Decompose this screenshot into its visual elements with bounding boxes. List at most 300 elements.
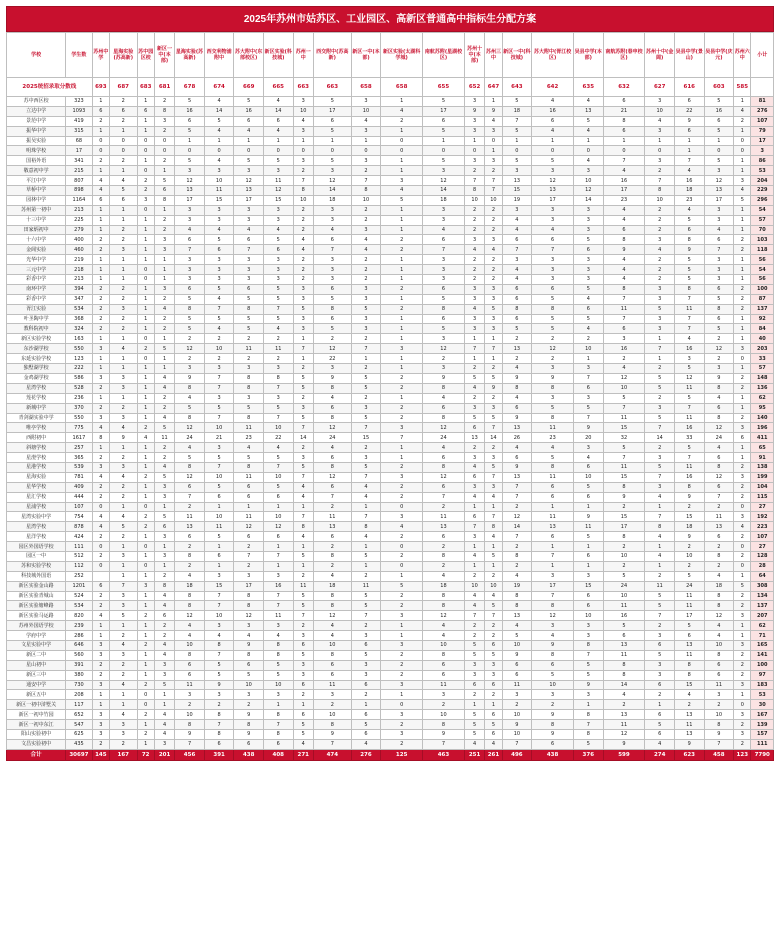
quota-cell: 3 <box>485 670 502 680</box>
quota-cell: 12 <box>423 423 465 433</box>
quota-cell: 3 <box>734 611 751 621</box>
quota-cell: 6 <box>351 640 381 650</box>
quota-cell: 7 <box>485 176 502 186</box>
quota-cell: 5 <box>674 265 704 275</box>
quota-cell: 7 <box>351 611 381 621</box>
quota-cell: 7 <box>603 453 645 463</box>
quota-cell: 5 <box>175 453 205 463</box>
student-count-cell: 586 <box>66 373 93 383</box>
quota-cell: 0 <box>204 146 234 156</box>
quota-cell: 0 <box>381 136 423 146</box>
quota-cell: 4 <box>502 364 532 374</box>
quota-cell: 2 <box>485 364 502 374</box>
quota-cell: 1 <box>734 453 751 463</box>
quota-cell: 1 <box>645 136 675 146</box>
quota-cell: 2 <box>293 215 313 225</box>
quota-cell: 7 <box>502 492 532 502</box>
quota-cell: 1 <box>137 156 154 166</box>
quota-cell: 4 <box>734 106 751 116</box>
quota-cell: 2 <box>734 551 751 561</box>
quota-cell: 4 <box>313 443 351 453</box>
quota-cell: 2 <box>154 631 174 641</box>
quota-cell: 2 <box>154 156 174 166</box>
quota-cell: 5 <box>351 650 381 660</box>
quota-cell: 12 <box>674 373 704 383</box>
quota-cell: 3 <box>734 730 751 740</box>
student-count-cell: 68 <box>66 136 93 146</box>
table-row <box>7 146 774 156</box>
quota-cell: 5 <box>532 324 574 334</box>
quota-cell: 2 <box>110 235 138 245</box>
cutoff-score-cell: 693 <box>92 78 109 97</box>
quota-cell: 1 <box>137 482 154 492</box>
quota-cell: 3 <box>645 284 675 294</box>
quota-cell: 6 <box>603 324 645 334</box>
student-count-cell: 213 <box>66 205 93 215</box>
quota-cell: 1 <box>110 275 138 285</box>
quota-cell: 6 <box>603 225 645 235</box>
quota-cell: 5 <box>674 621 704 631</box>
quota-cell: 2 <box>110 631 138 641</box>
quota-cell: 4 <box>485 116 502 126</box>
quota-cell: 5 <box>204 453 234 463</box>
student-count-cell: 365 <box>66 453 93 463</box>
school-name-cell: 振华中学 <box>7 126 66 136</box>
quota-cell: 1 <box>137 383 154 393</box>
quota-cell: 3 <box>154 116 174 126</box>
quota-cell: 0 <box>92 561 109 571</box>
quota-cell: 4 <box>175 621 205 631</box>
quota-cell: 11 <box>532 512 574 522</box>
quota-cell: 3 <box>110 383 138 393</box>
quota-cell: 3 <box>175 275 205 285</box>
quota-cell: 4 <box>293 116 313 126</box>
quota-cell: 3 <box>574 690 604 700</box>
quota-cell: 6 <box>485 640 502 650</box>
quota-cell: 15 <box>674 680 704 690</box>
high-school-col-header: 南航苏附(春申校区) <box>603 33 645 78</box>
quota-cell: 2 <box>603 561 645 571</box>
quota-cell: 1 <box>485 700 502 710</box>
table-row <box>7 393 774 403</box>
quota-cell: 4 <box>674 166 704 176</box>
table-row <box>7 660 774 670</box>
quota-cell: 1 <box>137 373 154 383</box>
quota-cell: 10 <box>502 640 532 650</box>
quota-cell: 4 <box>234 443 264 453</box>
quota-cell: 8 <box>423 720 465 730</box>
quota-cell: 3 <box>485 294 502 304</box>
quota-cell: 0 <box>110 146 138 156</box>
quota-cell: 3 <box>381 512 423 522</box>
quota-cell: 16 <box>175 106 205 116</box>
quota-cell: 4 <box>204 156 234 166</box>
quota-cell: 1 <box>110 700 138 710</box>
quota-cell: 6 <box>464 512 484 522</box>
quota-cell: 5 <box>574 314 604 324</box>
totals-quota-cell: 145 <box>92 749 109 760</box>
quota-cell: 2 <box>464 631 484 641</box>
quota-cell: 1 <box>137 245 154 255</box>
quota-cell: 3 <box>574 225 604 235</box>
quota-cell: 14 <box>645 433 675 443</box>
row-total-cell: 92 <box>751 314 774 324</box>
quota-cell: 11 <box>674 462 704 472</box>
student-count-cell: 646 <box>66 640 93 650</box>
student-count-cell: 17 <box>66 146 93 156</box>
school-name-cell: 叶圣陶中学 <box>7 314 66 324</box>
school-name-cell: 新区一初中东江 <box>7 720 66 730</box>
quota-cell: 5 <box>574 670 604 680</box>
row-total-cell: 54 <box>751 205 774 215</box>
quota-cell: 1 <box>204 502 234 512</box>
quota-cell: 0 <box>485 136 502 146</box>
quota-cell: 2 <box>502 334 532 344</box>
quota-cell: 2 <box>351 275 381 285</box>
school-name-cell: 立达中学 <box>7 106 66 116</box>
quota-cell: 5 <box>502 126 532 136</box>
quota-cell: 15 <box>263 195 293 205</box>
quota-cell: 1 <box>381 215 423 225</box>
quota-cell: 10 <box>674 551 704 561</box>
quota-cell: 4 <box>313 571 351 581</box>
student-count-cell: 252 <box>66 571 93 581</box>
quota-cell: 2 <box>154 97 174 107</box>
table-row <box>7 551 774 561</box>
quota-cell: 22 <box>313 354 351 364</box>
quota-cell: 2 <box>704 561 734 571</box>
school-name-cell: 光华中学 <box>7 255 66 265</box>
quota-cell: 15 <box>502 186 532 196</box>
quota-cell: 1 <box>92 97 109 107</box>
quota-cell: 4 <box>351 739 381 749</box>
student-count-cell: 123 <box>66 354 93 364</box>
quota-cell: 2 <box>92 492 109 502</box>
row-total-cell: 65 <box>751 443 774 453</box>
quota-cell: 2 <box>464 205 484 215</box>
quota-cell: 1 <box>734 571 751 581</box>
cutoff-score-cell: 643 <box>502 78 532 97</box>
quota-cell: 4 <box>293 482 313 492</box>
quota-cell: 7 <box>351 176 381 186</box>
quota-cell: 6 <box>175 284 205 294</box>
student-count-cell: 409 <box>66 482 93 492</box>
quota-cell: 14 <box>313 186 351 196</box>
quota-cell: 2 <box>381 591 423 601</box>
quota-cell: 2 <box>532 354 574 364</box>
quota-cell: 3 <box>154 492 174 502</box>
student-count-cell: 781 <box>66 472 93 482</box>
quota-cell: 7 <box>574 373 604 383</box>
row-total-cell: 103 <box>751 235 774 245</box>
quota-cell: 6 <box>704 116 734 126</box>
quota-cell: 2 <box>502 561 532 571</box>
quota-cell: 7 <box>485 472 502 482</box>
quota-cell: 3 <box>92 413 109 423</box>
quota-cell: 13 <box>603 640 645 650</box>
quota-cell: 4 <box>293 532 313 542</box>
quota-cell: 5 <box>263 670 293 680</box>
quota-cell: 1 <box>92 700 109 710</box>
quota-cell: 3 <box>204 265 234 275</box>
quota-cell: 2 <box>645 393 675 403</box>
quota-cell: 3 <box>574 215 604 225</box>
quota-cell: 2 <box>351 393 381 403</box>
quota-cell: 5 <box>485 413 502 423</box>
quota-cell: 2 <box>204 354 234 364</box>
quota-cell: 5 <box>574 403 604 413</box>
quota-cell: 13 <box>674 730 704 740</box>
quota-cell: 7 <box>381 433 423 443</box>
row-total-cell: 157 <box>751 730 774 740</box>
quota-cell: 3 <box>263 364 293 374</box>
quota-cell: 2 <box>485 225 502 235</box>
quota-cell: 0 <box>381 561 423 571</box>
quota-cell: 4 <box>154 710 174 720</box>
quota-cell: 5 <box>154 472 174 482</box>
totals-quota-cell: 438 <box>234 749 264 760</box>
quota-cell: 1 <box>351 542 381 552</box>
quota-cell: 8 <box>423 601 465 611</box>
quota-cell: 3 <box>263 166 293 176</box>
quota-cell: 2 <box>603 502 645 512</box>
quota-cell: 2 <box>423 542 465 552</box>
quota-cell: 16 <box>603 611 645 621</box>
quota-cell: 1 <box>137 255 154 265</box>
high-school-col-header: 吴县中学(本部) <box>574 33 604 78</box>
quota-cell: 6 <box>574 383 604 393</box>
quota-cell: 6 <box>92 195 109 205</box>
quota-cell: 3 <box>574 393 604 403</box>
student-count-cell: 534 <box>66 304 93 314</box>
quota-cell: 2 <box>137 472 154 482</box>
quota-cell: 2 <box>674 502 704 512</box>
quota-cell: 6 <box>154 522 174 532</box>
quota-cell: 2 <box>381 403 423 413</box>
quota-cell: 9 <box>502 413 532 423</box>
table-row <box>7 215 774 225</box>
quota-cell: 1 <box>154 700 174 710</box>
quota-cell: 12 <box>313 611 351 621</box>
table-row <box>7 364 774 374</box>
quota-cell: 3 <box>423 205 465 215</box>
quota-cell: 11 <box>502 680 532 690</box>
quota-cell: 8 <box>263 640 293 650</box>
quota-cell: 2 <box>734 492 751 502</box>
quota-cell: 7 <box>263 304 293 314</box>
quota-cell: 12 <box>603 373 645 383</box>
quota-cell: 2 <box>423 561 465 571</box>
quota-cell: 2 <box>154 314 174 324</box>
quota-cell: 3 <box>574 571 604 581</box>
quota-cell: 3 <box>263 690 293 700</box>
quota-cell: 15 <box>603 512 645 522</box>
quota-cell: 6 <box>263 492 293 502</box>
quota-cell: 11 <box>674 304 704 314</box>
quota-cell: 4 <box>464 492 484 502</box>
quota-cell: 3 <box>204 275 234 285</box>
quota-cell: 2 <box>485 215 502 225</box>
quota-cell: 5 <box>603 571 645 581</box>
quota-cell: 3 <box>485 453 502 463</box>
quota-cell: 1 <box>137 403 154 413</box>
quota-cell: 5 <box>485 462 502 472</box>
quota-cell: 2 <box>92 324 109 334</box>
quota-cell: 0 <box>351 146 381 156</box>
quota-cell: 5 <box>423 156 465 166</box>
quota-cell: 6 <box>110 106 138 116</box>
quota-cell: 7 <box>603 403 645 413</box>
student-count-cell: 460 <box>66 245 93 255</box>
quota-cell: 2 <box>423 502 465 512</box>
quota-cell: 8 <box>313 601 351 611</box>
quota-cell: 1 <box>293 354 313 364</box>
quota-cell: 6 <box>574 492 604 502</box>
quota-cell: 3 <box>204 364 234 374</box>
quota-cell: 17 <box>423 106 465 116</box>
quota-cell: 7 <box>293 176 313 186</box>
student-count-cell: 315 <box>66 126 93 136</box>
quota-cell: 5 <box>464 413 484 423</box>
quota-cell: 1 <box>263 136 293 146</box>
quota-cell: 3 <box>263 393 293 403</box>
quota-cell: 2 <box>645 621 675 631</box>
quota-cell: 5 <box>293 730 313 740</box>
row-total-cell: 137 <box>751 304 774 314</box>
quota-cell: 13 <box>674 710 704 720</box>
quota-cell: 0 <box>137 275 154 285</box>
table-row <box>7 730 774 740</box>
quota-cell: 1 <box>734 255 751 265</box>
quota-cell: 1 <box>154 255 174 265</box>
cutoff-blank-cell <box>751 78 774 97</box>
quota-cell: 3 <box>175 265 205 275</box>
quota-cell: 6 <box>234 532 264 542</box>
quota-cell: 2 <box>92 739 109 749</box>
quota-cell: 2 <box>734 670 751 680</box>
quota-cell: 5 <box>502 324 532 334</box>
high-school-col-header: 新区实验(太湖科学城) <box>381 33 423 78</box>
quota-cell: 5 <box>154 344 174 354</box>
quota-cell: 7 <box>263 462 293 472</box>
quota-cell: 7 <box>423 739 465 749</box>
quota-cell: 6 <box>423 403 465 413</box>
quota-cell: 3 <box>313 215 351 225</box>
school-name-cell: 莲花学校 <box>7 393 66 403</box>
row-total-cell: 30 <box>751 700 774 710</box>
table-row <box>7 294 774 304</box>
quota-cell: 6 <box>485 680 502 690</box>
quota-cell: 0 <box>137 146 154 156</box>
quota-cell: 6 <box>532 660 574 670</box>
table-row <box>7 670 774 680</box>
row-total-cell: 81 <box>751 97 774 107</box>
quota-cell: 3 <box>645 631 675 641</box>
quota-cell: 6 <box>704 660 734 670</box>
quota-cell: 5 <box>175 156 205 166</box>
school-name-cell: 国裕外语 <box>7 156 66 166</box>
quota-cell: 9 <box>603 245 645 255</box>
quota-cell: 1 <box>137 720 154 730</box>
quota-cell: 3 <box>502 166 532 176</box>
quota-cell: 1 <box>381 265 423 275</box>
school-name-cell: 斜塘学校 <box>7 443 66 453</box>
quota-cell: 4 <box>263 97 293 107</box>
quota-cell: 6 <box>313 403 351 413</box>
quota-cell: 3 <box>704 265 734 275</box>
quota-cell: 1 <box>464 542 484 552</box>
quota-cell: 6 <box>423 284 465 294</box>
quota-cell: 4 <box>464 462 484 472</box>
quota-cell: 13 <box>175 186 205 196</box>
quota-cell: 1 <box>734 215 751 225</box>
quota-cell: 5 <box>645 720 675 730</box>
quota-cell: 1 <box>137 215 154 225</box>
totals-quota-cell: 496 <box>502 749 532 760</box>
row-total-cell: 3 <box>751 146 774 156</box>
quota-cell: 1 <box>137 532 154 542</box>
school-name-cell: 苏中西区校 <box>7 97 66 107</box>
quota-cell: 6 <box>645 640 675 650</box>
quota-cell: 5 <box>574 482 604 492</box>
high-school-col-header: 星海实验(苏高新) <box>175 33 205 78</box>
school-name-cell: 苏和实验学校 <box>7 561 66 571</box>
quota-cell: 2 <box>175 700 205 710</box>
quota-cell: 9 <box>674 245 704 255</box>
quota-cell: 2 <box>204 700 234 710</box>
quota-cell: 6 <box>704 284 734 294</box>
table-row <box>7 690 774 700</box>
quota-cell: 7 <box>502 116 532 126</box>
quota-cell: 11 <box>234 472 264 482</box>
row-total-cell: 118 <box>751 245 774 255</box>
table-row <box>7 502 774 512</box>
student-count-cell: 222 <box>66 364 93 374</box>
quota-cell: 8 <box>234 383 264 393</box>
quota-cell: 11 <box>704 512 734 522</box>
row-total-cell: 86 <box>751 156 774 166</box>
quota-cell: 3 <box>704 690 734 700</box>
quota-cell: 4 <box>351 482 381 492</box>
quota-cell: 6 <box>110 195 138 205</box>
quota-cell: 1 <box>137 670 154 680</box>
student-count-cell: 213 <box>66 275 93 285</box>
quota-cell: 4 <box>603 690 645 700</box>
quota-cell: 8 <box>423 551 465 561</box>
quota-cell: 1 <box>381 453 423 463</box>
quota-cell: 12 <box>532 344 574 354</box>
cutoff-score-cell: 658 <box>351 78 381 97</box>
quota-cell: 1 <box>351 136 381 146</box>
quota-cell: 3 <box>293 294 313 304</box>
quota-cell: 1 <box>137 571 154 581</box>
quota-cell: 12 <box>502 512 532 522</box>
quota-cell: 17 <box>234 195 264 205</box>
quota-cell: 3 <box>464 235 484 245</box>
quota-cell: 1 <box>110 443 138 453</box>
quota-cell: 0 <box>381 146 423 156</box>
quota-cell: 3 <box>574 364 604 374</box>
high-school-col-header: 苏大附中(胥江校区) <box>532 33 574 78</box>
quota-cell: 4 <box>204 97 234 107</box>
table-row <box>7 265 774 275</box>
quota-cell: 8 <box>645 186 675 196</box>
quota-cell: 0 <box>234 146 264 156</box>
quota-cell: 2 <box>485 631 502 641</box>
quota-cell: 8 <box>175 383 205 393</box>
quota-cell: 1 <box>381 354 423 364</box>
quota-cell: 6 <box>293 640 313 650</box>
